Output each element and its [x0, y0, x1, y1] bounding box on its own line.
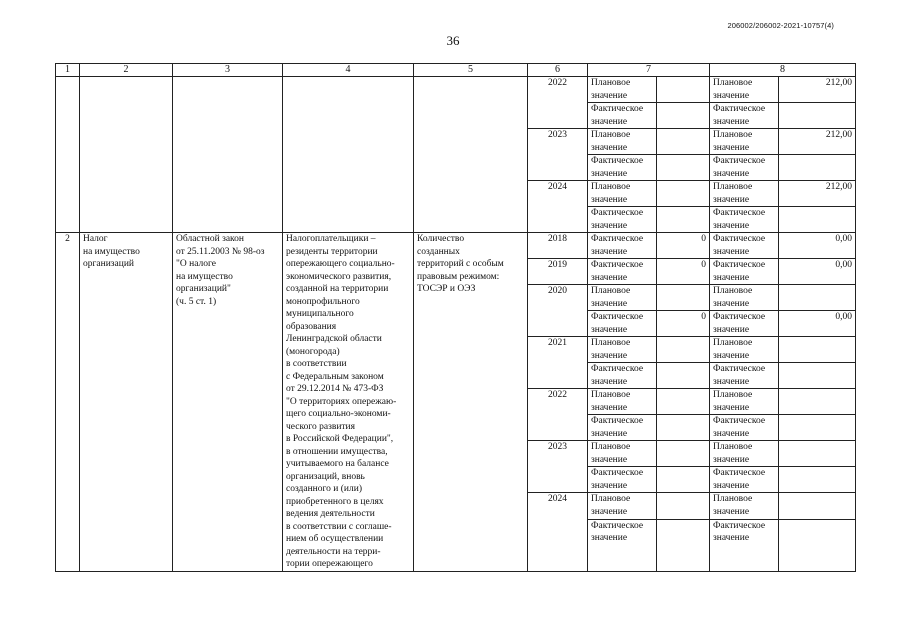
col-header-1: 1 [56, 64, 80, 77]
value-cell [779, 207, 856, 233]
plan-label: Плановое значение [588, 441, 657, 467]
page-number: 36 [446, 33, 460, 48]
value-cell [657, 181, 710, 207]
value-cell [657, 285, 710, 311]
value-cell [779, 415, 856, 441]
plan-label: Плановое значение [710, 129, 779, 155]
row2-tax [80, 233, 173, 572]
row1-payers [283, 77, 414, 233]
plan-label: Плановое значение [588, 77, 657, 103]
indicator-name: Количество созданных территорий с особым правовым режимом: ТОСЭР и ОЭЗ [417, 234, 504, 294]
value-cell: 0 [657, 311, 710, 337]
value-cell [779, 337, 856, 363]
value-cell [657, 441, 710, 467]
value-cell [657, 155, 710, 181]
value-cell [657, 207, 710, 233]
year-cell: 2024 [528, 493, 588, 571]
fact-label: Фактическое значение [588, 363, 657, 389]
row1-tax [80, 77, 173, 233]
value-cell: 212,00 [779, 181, 856, 207]
value-cell: 0 [657, 259, 710, 285]
row1-indicator [414, 77, 528, 233]
fact-label: Фактическое значение [588, 207, 657, 233]
fact-label: Фактическое значение [588, 311, 657, 337]
value-cell: 0,00 [779, 311, 856, 337]
fact-label: Фактическое значение [710, 259, 779, 285]
row1-num [56, 77, 80, 233]
plan-label: Плановое значение [710, 285, 779, 311]
value-cell [657, 389, 710, 415]
col-header-8: 8 [710, 64, 856, 77]
value-cell [779, 363, 856, 389]
year-cell: 2022 [528, 389, 588, 441]
fact-label: Фактическое значение [710, 233, 779, 259]
document-number: 206002/206002-2021-10757(4) [727, 21, 834, 30]
value-cell [657, 493, 710, 519]
value-cell [657, 467, 710, 493]
fact-label: Фактическое значение [710, 519, 779, 571]
row2-indicator [414, 233, 528, 572]
fact-label: Фактическое значение [588, 259, 657, 285]
plan-label: Плановое значение [588, 337, 657, 363]
fact-label: Фактическое значение [588, 519, 657, 571]
column-number-row [56, 64, 856, 77]
plan-label: Плановое значение [710, 493, 779, 519]
row2-num: 2 [56, 233, 80, 572]
plan-label: Плановое значение [710, 337, 779, 363]
fact-label: Фактическое значение [710, 467, 779, 493]
table-row [56, 233, 856, 259]
value-cell [779, 519, 856, 571]
taxpayers-description: Налогоплательщики – резиденты территории опережающего социально- экономического развития, созданной на территории монопрофильного муниципального образования Ленинградской области (моногорода) в соответствии с Федеральным законом от 29.12.2014 № 473-ФЗ "О территориях опережаю- щего социально-экономи- ческого развития в Российской Федерации", в отношении имущества, учитываемого на балансе организаций, вновь созданного и (или) приобретенного в целях ведения деятельности в соответствии с соглаше- нием об осуществлении деятельности на терри- тории опережающего [286, 234, 397, 569]
value-cell [657, 337, 710, 363]
col-header-7: 7 [588, 64, 710, 77]
year-cell: 2023 [528, 441, 588, 493]
year-cell: 2021 [528, 337, 588, 389]
year-cell: 2024 [528, 181, 588, 233]
plan-label: Плановое значение [588, 285, 657, 311]
plan-label: Плановое значение [710, 441, 779, 467]
value-cell [779, 493, 856, 519]
value-cell [657, 519, 710, 571]
table-row [56, 77, 856, 103]
col-header-5: 5 [414, 64, 528, 77]
value-cell: 212,00 [779, 129, 856, 155]
value-cell [657, 77, 710, 103]
value-cell: 0 [657, 233, 710, 259]
value-cell [657, 415, 710, 441]
fact-label: Фактическое значение [710, 103, 779, 129]
value-cell: 212,00 [779, 77, 856, 103]
fact-label: Фактическое значение [710, 311, 779, 337]
value-cell [779, 467, 856, 493]
tax-benefits-table [55, 63, 856, 572]
value-cell [657, 103, 710, 129]
value-cell [779, 285, 856, 311]
plan-label: Плановое значение [588, 129, 657, 155]
value-cell [779, 441, 856, 467]
row2-payers [283, 233, 414, 572]
row1-law [173, 77, 283, 233]
value-cell [779, 103, 856, 129]
plan-label: Плановое значение [588, 493, 657, 519]
law-reference: Областной закон от 25.11.2003 № 98-оз "О налоге на имущество организаций" (ч. 5 ст. 1) [176, 234, 265, 307]
row2-law [173, 233, 283, 572]
value-cell [779, 155, 856, 181]
year-cell: 2020 [528, 285, 588, 337]
year-cell: 2022 [528, 77, 588, 129]
value-cell [657, 129, 710, 155]
col-header-3: 3 [173, 64, 283, 77]
tax-name: Налог на имущество организаций [83, 234, 140, 269]
value-cell [657, 363, 710, 389]
fact-label: Фактическое значение [710, 155, 779, 181]
col-header-4: 4 [283, 64, 414, 77]
fact-label: Фактическое значение [588, 415, 657, 441]
plan-label: Плановое значение [710, 181, 779, 207]
plan-label: Плановое значение [710, 77, 779, 103]
fact-label: Фактическое значение [588, 155, 657, 181]
plan-label: Плановое значение [710, 389, 779, 415]
value-cell [779, 389, 856, 415]
year-cell: 2018 [528, 233, 588, 259]
fact-label: Фактическое значение [588, 103, 657, 129]
fact-label: Фактическое значение [710, 415, 779, 441]
fact-label: Фактическое значение [588, 233, 657, 259]
col-header-6: 6 [528, 64, 588, 77]
fact-label: Фактическое значение [588, 467, 657, 493]
value-cell: 0,00 [779, 233, 856, 259]
plan-label: Плановое значение [588, 181, 657, 207]
plan-label: Плановое значение [588, 389, 657, 415]
fact-label: Фактическое значение [710, 363, 779, 389]
value-cell: 0,00 [779, 259, 856, 285]
fact-label: Фактическое значение [710, 207, 779, 233]
year-cell: 2019 [528, 259, 588, 285]
year-cell: 2023 [528, 129, 588, 181]
col-header-2: 2 [80, 64, 173, 77]
